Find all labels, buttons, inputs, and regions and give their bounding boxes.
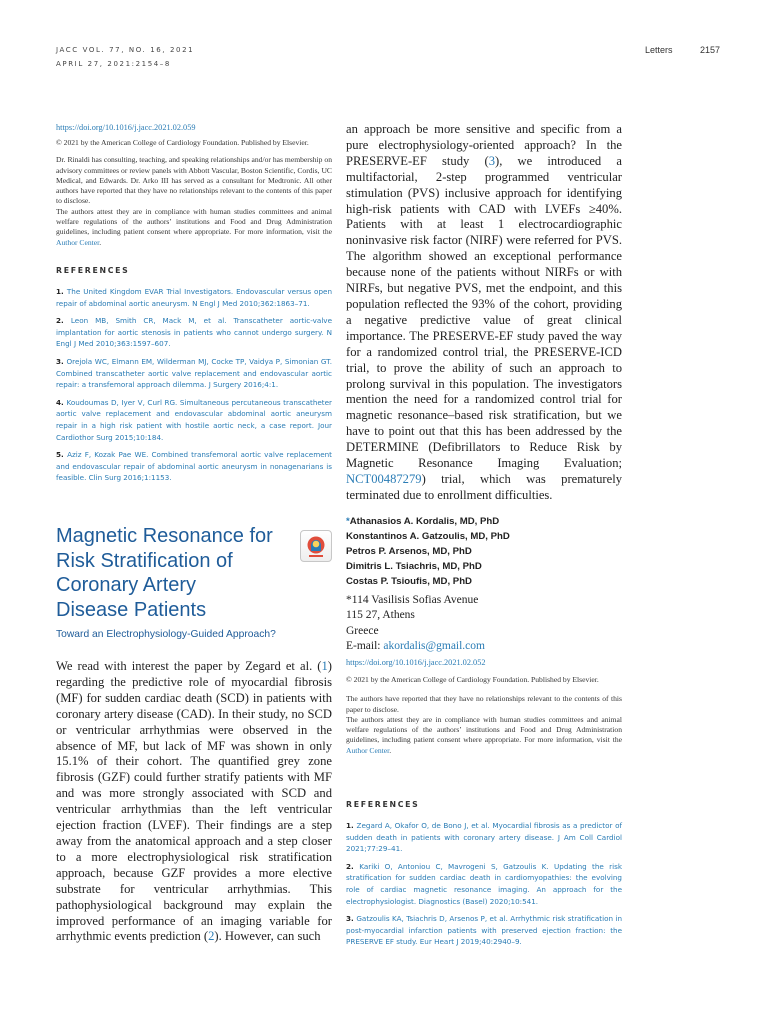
author-2: Konstantinos A. Gatzoulis, MD, PhD xyxy=(346,531,510,542)
section-label: Letters xyxy=(645,45,673,55)
reference-text[interactable]: Gatzoulis KA, Tsiachris D, Arsenos P, et al. Arrhythmic risk stratification in post-myocardial infarction patients with preserved ejection fraction: the PRESERVE EF study. Eur Heart J 2019;40:2940–9. xyxy=(346,914,622,947)
right-reference-2[interactable] xyxy=(346,861,622,907)
reference-number: 3. xyxy=(56,356,67,366)
author-5: Costas P. Tsioufis, MD, PhD xyxy=(346,576,472,587)
reference-number: 4. xyxy=(56,397,67,407)
reference-number: 1. xyxy=(56,287,67,296)
author-4: Dimitris L. Tsiachris, MD, PhD xyxy=(346,561,482,572)
article-title: Magnetic Resonance for Risk Stratification of Coronary Artery Disease Patients xyxy=(56,525,273,621)
citation-link[interactable]: 2 xyxy=(208,929,215,944)
journal-date-line: APRIL 27, 2021:2154–8 xyxy=(56,60,171,68)
reference-text[interactable]: Zegard A, Okafor O, de Bono J, et al. Myocardial fibrosis as a predictor of sudden death in patients with coronary artery disease. J Am Coll Cardiol 2021;77:29–41. xyxy=(346,821,622,854)
article-subtitle: Toward an Electrophysiology-Guided Approach? xyxy=(56,629,276,640)
email-link[interactable]: akordalis@gmail.com xyxy=(383,640,485,653)
reference-number: 1. xyxy=(346,821,357,830)
reference-number: 5. xyxy=(56,450,68,460)
disclosure-previous-letter: Dr. Rinaldi has consulting, teaching, and speaking relationships and/or has membership on advisory committees or review panels with Abbott Vascular, Boston Scientific, Cordis, UC Medical, and Edwards. Dr. Arko III has served as a consultant for Medtronic. All other authors have reported that they have no relationships relevant to the contents of this paper to disclose. xyxy=(56,155,332,206)
author-list xyxy=(346,514,622,589)
letter-body-right: an approach be more sensitive and specific from a pure electrophysiology-oriented approach? In the PRESERVE-EF study (3), we introduced a multifactorial, 2-step programmed ventricular stimulation (PVS) inclusive approach for identifying high-risk patients with CAD with LVEFs ≥40%. Patients with at least 1 electrocardiographic noninvasive risk factor (NIRF) were referred for PVS. The algorithm showed an exceptional performance because none of the patients without NIRFs or with NIRFs, but negative PVS, met the endpoint, and this population reflected the 93% of the cohort, providing a negative predictive value of great clinical importance. The PRESERVE-EF study paved the way for a randomized control trial, the PRESERVE-ICD trial, to prove the ability of such an approach to prolong survival in this population. The investigators mention the need for a randomized control trial for magnetic resonance–based risk stratification, but we have to point out that this has been addressed by the DETERMINE (Defibrillators to Reduce Risk by Magnetic Resonance Imaging Evaluation; NCT00487279) trial, which was prematurely terminated due to enrollment difficulties. xyxy=(346,122,622,502)
left-reference-3[interactable] xyxy=(56,356,332,391)
references-heading-2: REFERENCES xyxy=(346,800,420,809)
reference-text[interactable]: Koudoumas D, Iyer V, Curl RG. Simultaneous percutaneous transcatheter aortic valve replacement and endovascular abdominal aortic aneurysm repair in a high risk patient with hostile aortic neck, a case report. Jour Cardiothor Surg 2015;10:184. xyxy=(56,397,333,442)
journal-volume-line: JACC VOL. 77, NO. 16, 2021 xyxy=(56,46,195,54)
left-column-top xyxy=(56,123,332,248)
left-reference-4[interactable] xyxy=(56,397,332,443)
page-number: 2157 xyxy=(700,45,721,55)
left-reference-2[interactable] xyxy=(56,315,332,350)
reference-number: 2. xyxy=(346,861,360,871)
citation-link[interactable]: 3 xyxy=(488,153,495,168)
right-references xyxy=(346,800,622,954)
disclosure: The authors have reported that they have no relationships relevant to the contents of this paper to disclose. xyxy=(346,694,622,714)
right-reference-1[interactable] xyxy=(346,820,622,855)
citation-link[interactable]: 1 xyxy=(321,659,328,673)
check-for-updates-icon xyxy=(301,531,331,561)
author-3: Petros P. Arsenos, MD, PhD xyxy=(346,546,472,557)
references-heading: REFERENCES xyxy=(56,266,130,275)
reference-text[interactable]: The United Kingdom EVAR Trial Investigators. Endovascular versus open repair of abdominal aortic aneurysm. N Engl J Med 2010;362:1863–71. xyxy=(56,287,332,308)
left-reference-5[interactable] xyxy=(56,449,332,484)
left-reference-1[interactable] xyxy=(56,286,332,309)
copyright-previous-letter: © 2021 by the American College of Cardiology Foundation. Published by Elsevier. xyxy=(56,138,309,147)
check-for-updates-badge[interactable] xyxy=(300,530,332,562)
author-center-link[interactable]: Author Center xyxy=(56,237,100,247)
correspondence-address: *114 Vasilisis Sofias Avenue 115 27, Athens Greece E-mail: akordalis@gmail.com xyxy=(346,594,485,653)
doi-link[interactable]: https://doi.org/10.1016/j.jacc.2021.02.052 xyxy=(346,658,486,667)
reference-text[interactable]: Orejola WC, Elmann EM, Wilderman MJ, Cocke TP, Vaidya P, Simonian GT. Combined transcatheter aortic valve replacement and endovascular aortic repair: a transfemoral approach dilemma. J Surgery 2016;4:1. xyxy=(56,356,333,390)
citation-link[interactable]: NCT00487279 xyxy=(346,471,422,486)
reference-text[interactable]: Aziz F, Kozak Pae WE. Combined transfemoral aortic valve replacement and endovascular repair of abdominal aortic aneurysm in nonagenarians is feasible. Clin Surg 2016;1:1153. xyxy=(56,450,332,483)
left-references xyxy=(56,266,332,490)
reference-number: 2. xyxy=(56,316,71,326)
right-reference-3[interactable] xyxy=(346,913,622,948)
author-1: *Athanasios A. Kordalis, MD, PhD xyxy=(346,516,500,527)
author-center-link-2[interactable]: Author Center xyxy=(346,745,390,755)
compliance: The authors attest they are in compliance with human studies committees and animal welfare regulations of the authors’ institutions and Food and Drug Administration guidelines, including patient consent where appropriate. For more information, visit the Author Center. xyxy=(346,714,622,755)
copyright: © 2021 by the American College of Cardiology Foundation. Published by Elsevier. xyxy=(346,675,599,684)
doi-link-previous-letter[interactable]: https://doi.org/10.1016/j.jacc.2021.02.059 xyxy=(56,123,196,132)
compliance-previous-letter: The authors attest they are in compliance with human studies committees and animal welfare regulations of the authors’ institutions and Food and Drug Administration guidelines, including patient consent where appropriate. For more information, visit the Author Center. xyxy=(56,206,332,247)
reference-text[interactable]: Kariki O, Antoniou C, Mavrogeni S, Gatzoulis K. Updating the risk stratification for sudden cardiac death in cardiomyopathies: the evolving role of cardiac magnetic resonance imaging. An approach for the electrophysiologist. Diagnostics (Basel) 2020;10:541. xyxy=(346,861,622,906)
right-column-notes xyxy=(346,658,622,756)
reference-number: 3. xyxy=(346,914,357,924)
reference-text[interactable]: Leon MB, Smith CR, Mack M, et al. Transcatheter aortic-valve implantation for aortic stenosis in patients who cannot undergo surgery. N Engl J Med 2010;363:1597–607. xyxy=(56,316,332,349)
letter-body-left: We read with interest the paper by Zegard et al. (1) regarding the predictive role of myocardial fibrosis (MF) for sudden cardiac death (SCD) in patients with coronary artery disease (CAD). In their study, no SCD or ventricular arrhythmias were observed in the absence of MF, but lack of MF was shown in only 15.1% of their cohort. The quantified grey zone fibrosis (GZF) could further stratify patients with MF and was more strongly associated with SCD and ventricular arrhythmias than the left ventricular ejection fraction (LVEF). Their findings are a step away from the anatomical approach and a step closer to a more electrophysiological risk stratification approach, because GZF provides a more elective substrate for ventricular arrhythmias. This pathophysiological background may explain the improved performance of an imaging variable for arrhythmic events prediction (2). However, can such xyxy=(56,659,332,944)
